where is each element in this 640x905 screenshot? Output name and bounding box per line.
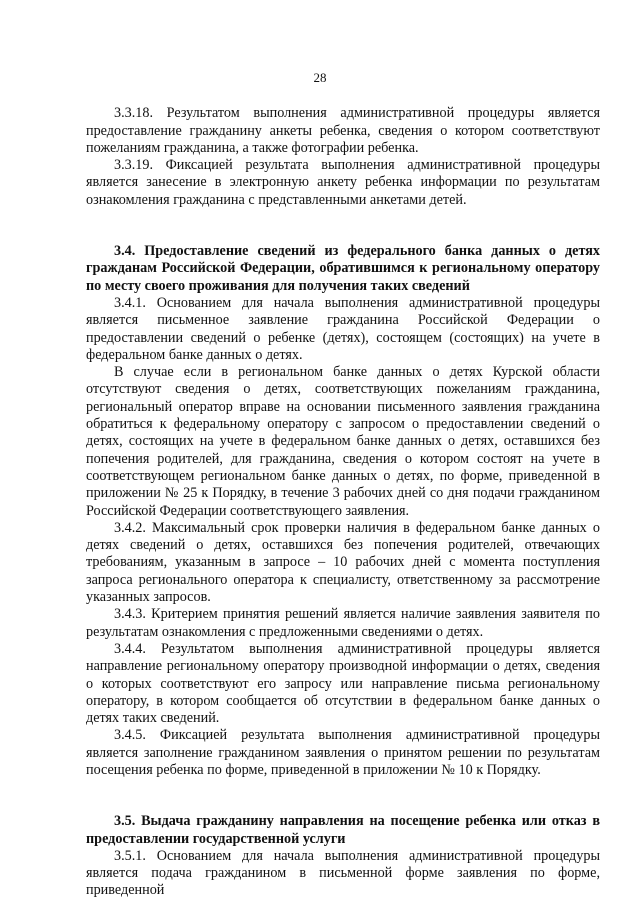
paragraph-3-4-4: 3.4.4. Результатом выполнения административной процедуры является направление региональному оператору производной информации о детях, сведения о которых соответствуют его запросу или направление письма региональному оператору, в котором сообщается об отсутствии в федеральном банке данных о детях таких сведений. — [86, 640, 600, 727]
paragraph-3-4-5: 3.4.5. Фиксацией результата выполнения административной процедуры является заполнение гражданином заявления о принятом решении по результатам посещения ребенка по форме, приведенной в приложении № 10 к Порядку. — [86, 727, 600, 778]
paragraph-3-4-1-continuation: В случае если в региональном банке данных о детях Курской области отсутствуют сведения о детях, соответствующих пожеланиям гражданина, региональный оператор вправе на основании письменного заявления гражданина обратиться к федеральному оператору с запросом о предоставлении сведений о детях, состоящих на учете в федеральном банке данных о детях, оставшихся без попечения родителей, для гражданина, сведения о котором состоят на учете в соответствующем региональном банке данных о детях, по форме, приведенной в приложении № 25 к Порядку, в течение 3 рабочих дней со дня подачи гражданином Российской Федерации соответствующего заявления. — [86, 364, 600, 519]
spacer — [86, 226, 600, 243]
spacer — [86, 209, 600, 226]
paragraph-3-3-18 — [86, 88, 600, 157]
section-heading-3-5: 3.5. Выдача гражданину направления на посещение ребенка или отказ в предоставлении государственной услуги — [86, 813, 600, 847]
document-body — [86, 88, 600, 900]
paragraph-3-4-3: 3.4.3. Критерием принятия решений является наличие заявления заявителя по результатам ознакомления с предложенными сведениями о детях. — [86, 606, 600, 640]
paragraph-3-4-1: 3.4.1. Основанием для начала выполнения административной процедуры является письменное заявление гражданина Российской Федерации о предоставлении сведений о ребенке (детях), состоящем (состоящих) на учете в федеральном банке данных о детях. — [86, 294, 600, 363]
spacer — [86, 796, 600, 813]
paragraph-3-5-1: 3.5.1. Основанием для начала выполнения административной процедуры является подача гражданином в письменной форме заявления по форме, приведенной — [86, 847, 600, 899]
paragraph-3-3-19: 3.3.19. Фиксацией результата выполнения административной процедуры является занесение в электронную анкету ребенка информации по результатам ознакомления гражданина с представленными анкетами детей. — [86, 157, 600, 208]
paragraph-3-4-2: 3.4.2. Максимальный срок проверки наличия в федеральном банке данных о детях сведений о детях, оставшихся без попечения родителей, отвечающих требованиям, указанным в запросе – 10 рабочих дней с момента поступления запроса регионального оператора к специалисту, ответственному за рассмотрение указанных запросов. — [86, 519, 600, 606]
section-heading-3-4: 3.4. Предоставление сведений из федерального банка данных о детях гражданам Российской Федерации, обратившимся к региональному оператору по месту своего проживания для получения таких сведений — [86, 243, 600, 294]
paragraph-3-3-18-text: 3.3.18. Результатом выполнения административной процедуры является предоставление гражданину анкеты ребенка, сведения о котором соответствуют пожеланиям гражданина, а также фотографии ребенка. — [86, 105, 600, 156]
spacer — [86, 779, 600, 796]
page-number: 28 — [313, 70, 327, 85]
